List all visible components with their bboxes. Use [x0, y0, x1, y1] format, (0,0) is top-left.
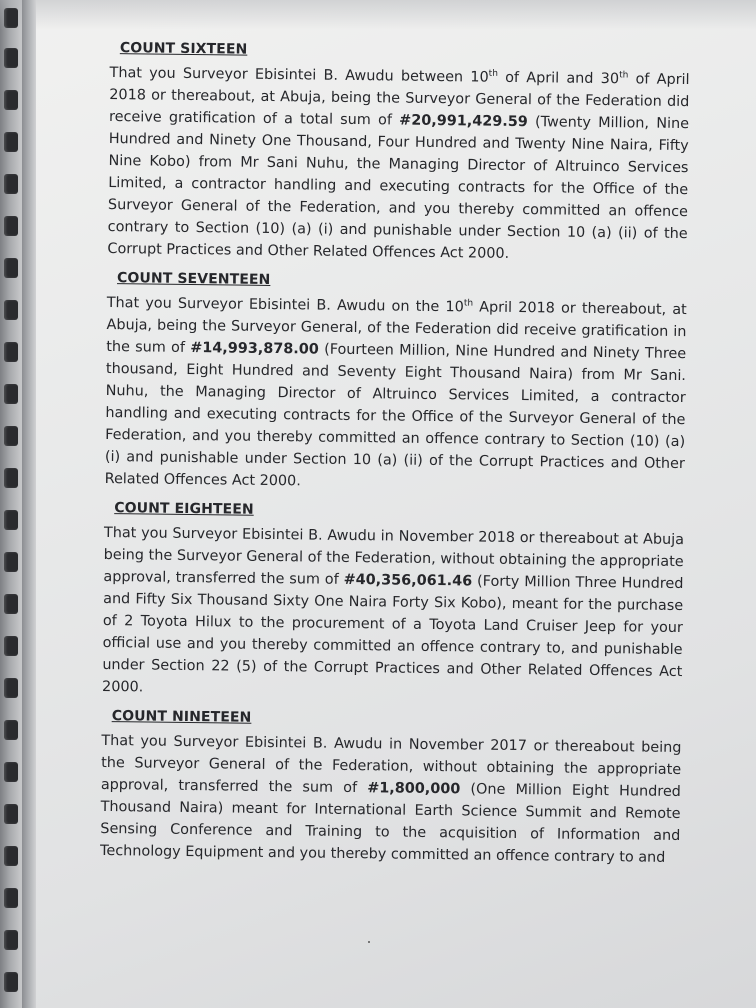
binding-hole — [4, 300, 18, 320]
binding-hole — [4, 972, 18, 992]
superscript: th — [619, 70, 629, 81]
count-heading: COUNT EIGHTEEN — [114, 500, 254, 518]
binding-hole — [4, 678, 18, 698]
superscript: th — [488, 68, 499, 79]
text-run: That you Surveyor Ebisintei B. Awudu in November 2017 or thereabout being the Surveyor General of the Federation, without obtaining the appropriate approval, transferred the sum of — [100, 732, 682, 797]
count-paragraph — [102, 522, 684, 705]
binding-hole — [4, 132, 18, 152]
binding-hole — [4, 216, 18, 236]
binding-hole — [4, 426, 18, 446]
binding-hole — [4, 174, 18, 194]
binding-hole — [4, 468, 18, 488]
document-text — [100, 40, 690, 879]
paper-speck — [368, 941, 370, 943]
amount: #14,993,878.00 — [190, 340, 319, 358]
amount: #20,991,429.59 — [399, 112, 528, 131]
text-run: That you Surveyor Ebisintei B. Awudu between 10 — [109, 64, 489, 86]
comb-binding — [0, 0, 34, 1008]
text-run: (Twenty Million, Nine Hundred and Ninety One Thousand, Four Hundred and Twenty Nine Naira, Fifty Nine Kobo) from Mr Sani Nuhu, the Managing Director of Altruinco Services Limited, a contractor handling and executing contracts for the Office of the Surveyor General of the Federation, and you thereby committed an offence contrary to Section (10) (a) (i) and punishable under Section 10 (a) (ii) of the Corrupt Practices and Other Related Offences Act 2000. — [107, 114, 690, 262]
binding-hole — [4, 846, 18, 866]
count-heading: COUNT NINETEEN — [111, 708, 252, 726]
amount: #40,356,061.46 — [343, 571, 473, 590]
text-run: April 2018 or thereabout, at Abuja, being the Surveyor General, of the Federation did receive gratification in the sum of — [106, 299, 687, 357]
binding-hole — [4, 594, 18, 614]
text-run: That you Surveyor Ebisintei B. Awudu on the 10 — [106, 294, 464, 316]
text-run: of April 2018 or thereabout, at Abuja, being the Surveyor General of the Federation did receive gratification of a total sum of — [108, 71, 690, 129]
count-paragraph — [107, 62, 689, 267]
binding-hole — [4, 552, 18, 572]
amount: #1,800,000 — [367, 780, 461, 798]
binding-hole — [4, 930, 18, 950]
text-run: That you Surveyor Ebisintei B. Awudu in November 2018 or thereabout at Abuja being the Surveyor General of the Federation, without obtaining the appropriate approval, transferred the sum of — [103, 524, 685, 588]
binding-hole — [4, 8, 18, 28]
count-heading: COUNT SIXTEEN — [119, 40, 248, 58]
binding-hole — [4, 48, 18, 68]
count-paragraph — [105, 292, 687, 497]
superscript: th — [463, 298, 474, 309]
text-run: of April and 30 — [497, 69, 620, 88]
binding-hole — [4, 384, 18, 404]
binding-hole — [4, 510, 18, 530]
text-run: (Forty Million Three Hundred and Fifty Six Thousand Sixty One Naira Forty Six Kobo), meant for the purchase of 2 Toyota Hilux to the procurement of a Toyota Land Cruiser Jeep for your official use and you thereby committed an offence contrary to, and punishable under Section 22 (5) of the Corrupt Practices and Other Related Offences Act 2000. — [101, 573, 684, 696]
binding-hole — [4, 342, 18, 362]
binding-hole — [4, 258, 18, 278]
binding-hole — [4, 804, 18, 824]
text-run: (One Million Eight Hundred Thousand Naira) meant for International Earth Science Summit and Remote Sensing Conference and Training to the acquisition of Information and Technology Equipment and you thereby committed an offence contrary to and — [99, 781, 681, 866]
count-paragraph — [100, 730, 682, 869]
binding-hole — [4, 888, 18, 908]
count-heading: COUNT SEVENTEEN — [116, 270, 271, 288]
binding-hole — [4, 720, 18, 740]
binding-hole — [4, 762, 18, 782]
text-run: (Fourteen Million, Nine Hundred and Ninety Three thousand, Eight Hundred and Seventy Eight Thousand Naira) from Mr Sani. Nuhu, the Managing Director of Altruinco Services Limited, a contractor handling and executing contracts for the Office of the Surveyor General of the Federation, and you thereby committed an offence contrary to Section (10) (a) (i) and punishable under Section 10 (a) (ii) of the Corrupt Practices and Other Related Offences Act 2000. — [104, 341, 687, 490]
binding-hole — [4, 90, 18, 110]
binding-hole — [4, 636, 18, 656]
top-shadow — [0, 0, 756, 30]
